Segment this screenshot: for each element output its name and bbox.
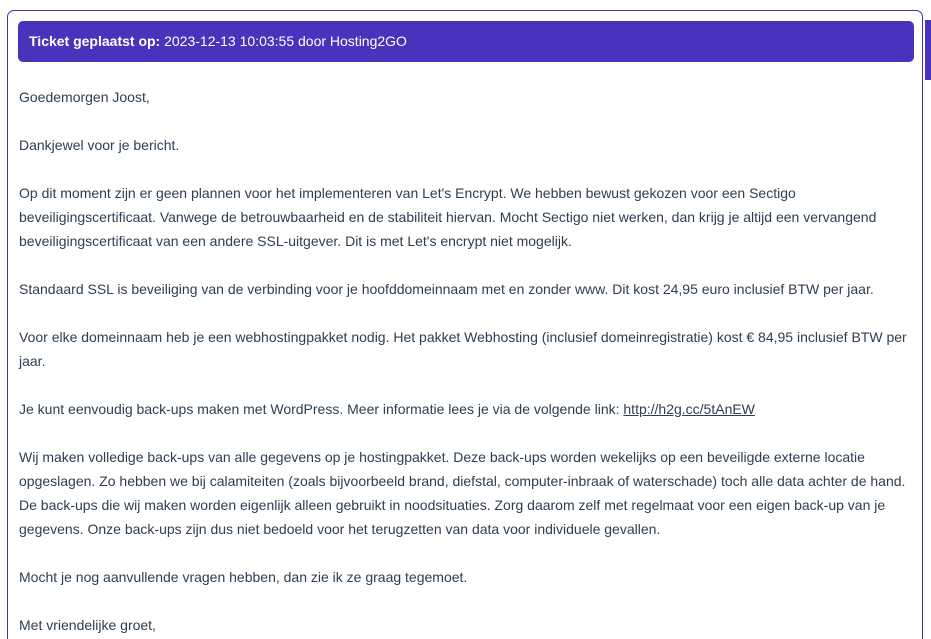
wordpress-text: Je kunt eenvoudig back-ups maken met WordPress. Meer informatie lees je via de volgende link: [19,401,624,417]
paragraph-wordpress [19,397,914,421]
message-body [19,85,914,639]
paragraph-backups: Wij maken volledige back-ups van alle gegevens op je hostingpakket. Deze back-ups worden wekelijks op een beveiligde externe locatie opgeslagen. Zo hebben we bij calamiteiten (zoals bijvoorbeeld brand, diefstal, computer-inbraak of waterschade) toch alle data achter de hand. De back-ups die wij maken worden eigenlijk alleen gebruikt in noodsituaties. Zorg daarom zelf met regelmaat voor een eigen back-up van je gegevens. Onze back-ups zijn dus niet bedoeld voor het terugzetten van data voor individuele gevallen. [19,449,906,537]
wordpress-backup-link[interactable]: http://h2g.cc/5tAnEW [623,401,755,417]
thanks-line: Dankjewel voor je bericht. [19,137,180,153]
ticket-posted-value: 2023-12-13 10:03:55 door Hosting2GO [160,33,407,49]
ticket-message-card [7,10,923,639]
greeting: Goedemorgen Joost, [19,89,150,105]
ticket-header [18,21,914,62]
paragraph-letsencrypt: Op dit moment zijn er geen plannen voor het implementeren van Let's Encrypt. We hebben bewust gekozen voor een Sectigo beveiligingscertificaat. Vanwege de betrouwbaarheid en de stabiliteit hiervan. Mocht Sectigo niet werken, dan krijg je altijd een vervangend beveiligingscertificaat van een andere SSL-uitgever. Dit is met Let's encrypt niet mogelijk. [19,185,877,249]
sign-off: Met vriendelijke groet, [19,617,156,633]
paragraph-hosting: Voor elke domeinnaam heb je een webhostingpakket nodig. Het pakket Webhosting (inclusief domeinregistratie) kost € 84,95 inclusief BTW per jaar. [19,329,907,369]
ticket-posted-label: Ticket geplaatst op: [29,33,161,49]
paragraph-ssl: Standaard SSL is beveiliging van de verbinding voor je hoofddomeinnaam met en zonder www. Dit kost 24,95 euro inclusief BTW per jaar. [19,281,874,297]
closing-question: Mocht je nog aanvullende vragen hebben, dan zie ik ze graag tegemoet. [19,569,468,585]
side-accent-bar [925,20,931,80]
